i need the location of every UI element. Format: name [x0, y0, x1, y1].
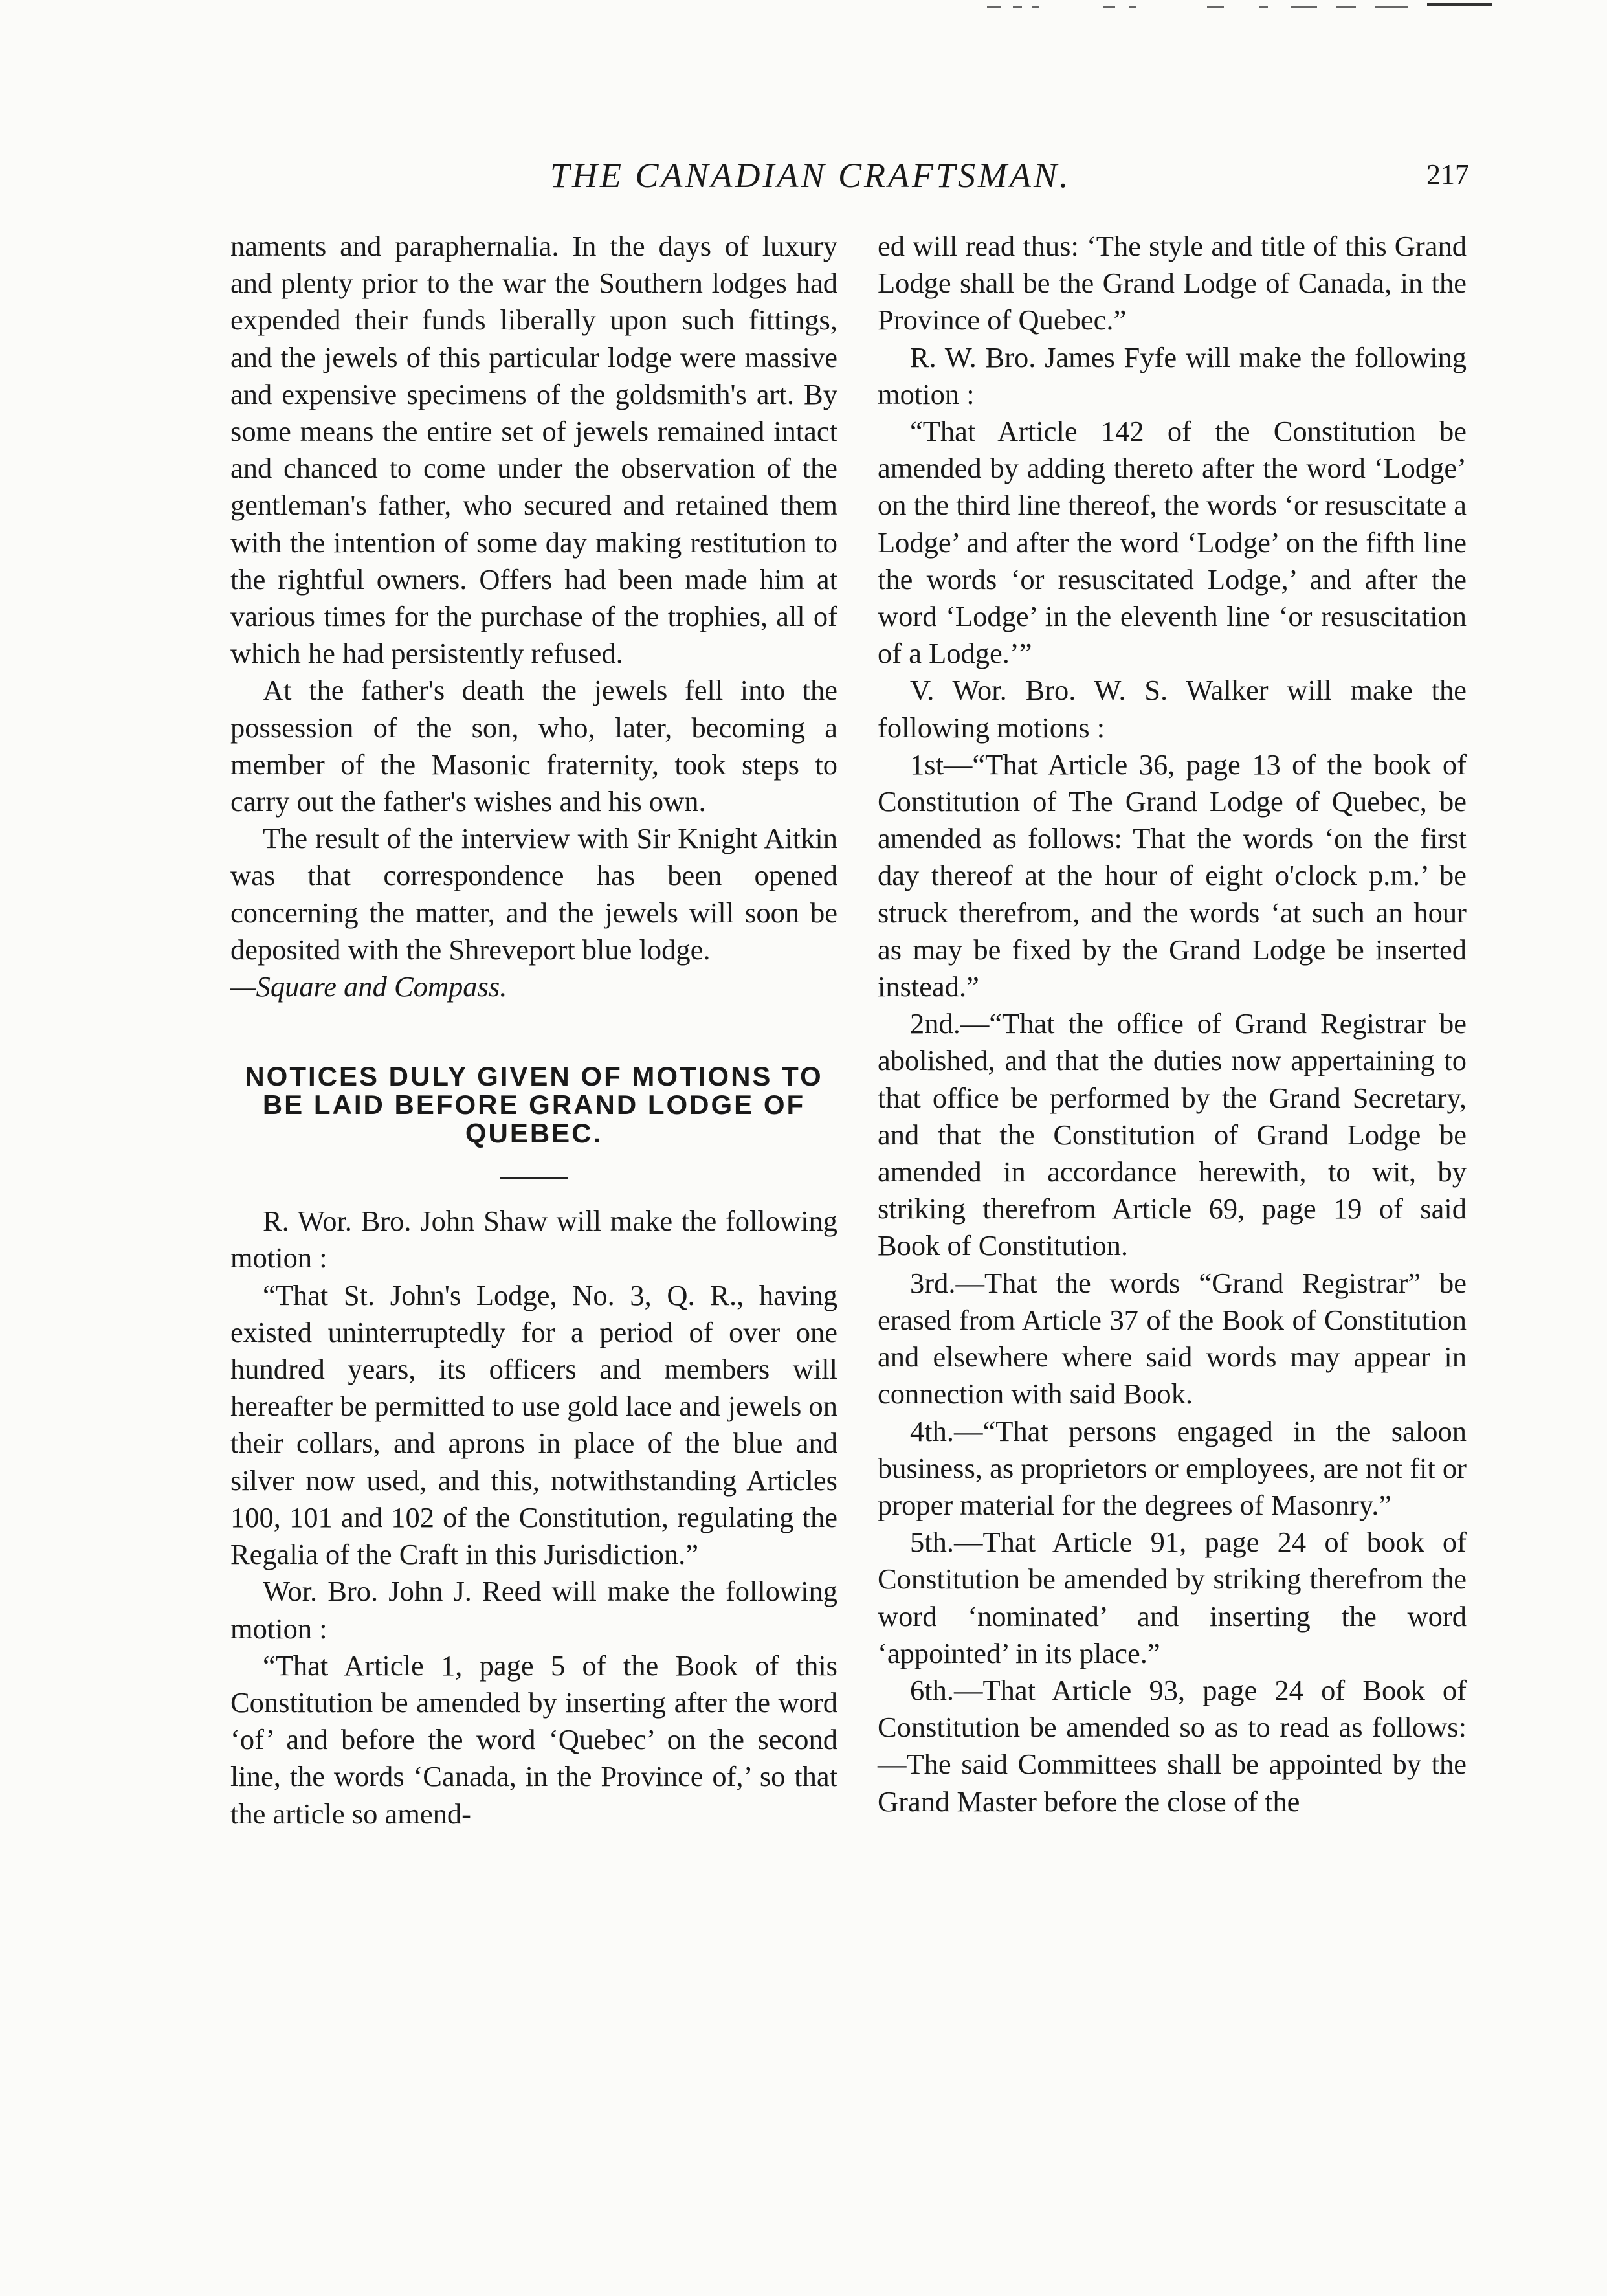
paragraph: 6th.—That Article 93, page 24 of Book of Constitution be amended so as to read as follows:—The said Committees shall be appointed by the Grand Master before the close of the	[878, 1673, 1467, 1818]
paragraph: At the father's death the jewels fell into the possession of the son, who, later, becoming a member of the Masonic fraternity, took steps to carry out the father's wishes and his own.	[230, 674, 837, 818]
source-attribution: —Square and Compass.	[230, 970, 507, 1003]
paragraph: 2nd.—“That the office of Grand Registrar be abolished, and that the duties now appertaining to that office be performed by the Grand Secretary, and that the Constitution of Grand Lodge be amended in accordance herewith, to wit, by striking therefrom Article 69, page 19 of said Book of Constitution.	[878, 1007, 1467, 1262]
paragraph: 3rd.—That the words “Grand Registrar” be erased from Article 37 of the Book of Constitution and elsewhere where said words may appear in connection with said Book.	[878, 1266, 1467, 1410]
paragraph: naments and paraphernalia. In the days of luxury and plenty prior to the war the Southern lodges had expended their funds liberally upon such fittings, and the jewels of this particular lodge were massive and expensive specimens of the goldsmith's art. By some means the entire set of jewels remained intact and chanced to come under the observation of the gentleman's father, who secured and retained them with the intention of some day making restitution to the rightful owners. Offers had been made him at various times for the purchase of the trophies, all of which he had persistently refused.	[230, 230, 837, 670]
running-header	[227, 155, 1469, 201]
paragraph: R. W. Bro. James Fyfe will make the following motion :	[878, 340, 1467, 410]
paragraph: The result of the interview with Sir Knight Aitkin was that correspondence has been opened concerning the matter, and the jewels will soon be deposited with the Shreveport blue lodge.	[230, 822, 837, 966]
left-column	[230, 228, 837, 1833]
paragraph: 5th.—That Article 91, page 24 of book of Constitution be amended by striking therefrom the word ‘nominated’ and inserting the word ‘appointed’ in its place.”	[878, 1526, 1467, 1669]
paragraph: “That Article 1, page 5 of the Book of this Constitution be amended by inserting after the word ‘of’ and before the word ‘Quebec’ on the second line, the words ‘Canada, in the Province of,’ so that the article so amend-	[230, 1649, 837, 1830]
scan-artifact	[987, 0, 1492, 13]
right-column	[878, 228, 1467, 1820]
paragraph: “That St. John's Lodge, No. 3, Q. R., having existed uninterruptedly for a period of over one hundred years, its officers and members will hereafter be permitted to use gold lace and jewels on their collars, and aprons in place of the blue and silver now used, and this, notwithstanding Articles 100, 101 and 102 of the Constitution, regulating the Regalia of the Craft in this Jurisdiction.”	[230, 1278, 837, 1571]
paragraph: Wor. Bro. John J. Reed will make the following motion :	[230, 1575, 837, 1645]
paragraph: “That Article 142 of the Constitution be amended by adding thereto after the word ‘Lodge’ on the third line thereof, the words ‘or resuscitate a Lodge’ and after the word ‘Lodge’ on the fifth line the words ‘or resuscitated Lodge,’ and after the word ‘Lodge’ in the eleventh line ‘or resuscitation of a Lodge.’”	[878, 415, 1467, 670]
page-number: 217	[1426, 159, 1469, 190]
paragraph: R. Wor. Bro. John Shaw will make the following motion :	[230, 1205, 837, 1275]
section-divider	[500, 1177, 568, 1179]
paragraph: 1st—“That Article 36, page 13 of the book of Constitution of The Grand Lodge of Quebec, be amended as follows: That the words ‘on the first day thereof at the hour of eight o'clock p.m.’ be struck therefrom, and the words ‘at such an hour as may be fixed by the Grand Lodge be inserted instead.”	[878, 748, 1467, 1003]
journal-title: THE CANADIAN CRAFTSMAN.	[550, 156, 1071, 195]
paragraph: 4th.—“That persons engaged in the saloon business, as proprietors or employees, are not fit or proper material for the degrees of Masonry.”	[878, 1414, 1467, 1521]
paragraph: ed will read thus: ‘The style and title of this Grand Lodge shall be the Grand Lodge of Canada, in the Province of Quebec.”	[878, 230, 1467, 337]
section-heading: NOTICES DULY GIVEN OF MOTIONS TO BE LAID BEFORE GRAND LODGE OF QUEBEC.	[245, 1061, 823, 1149]
paragraph: V. Wor. Bro. W. S. Walker will make the following motions :	[878, 674, 1467, 744]
